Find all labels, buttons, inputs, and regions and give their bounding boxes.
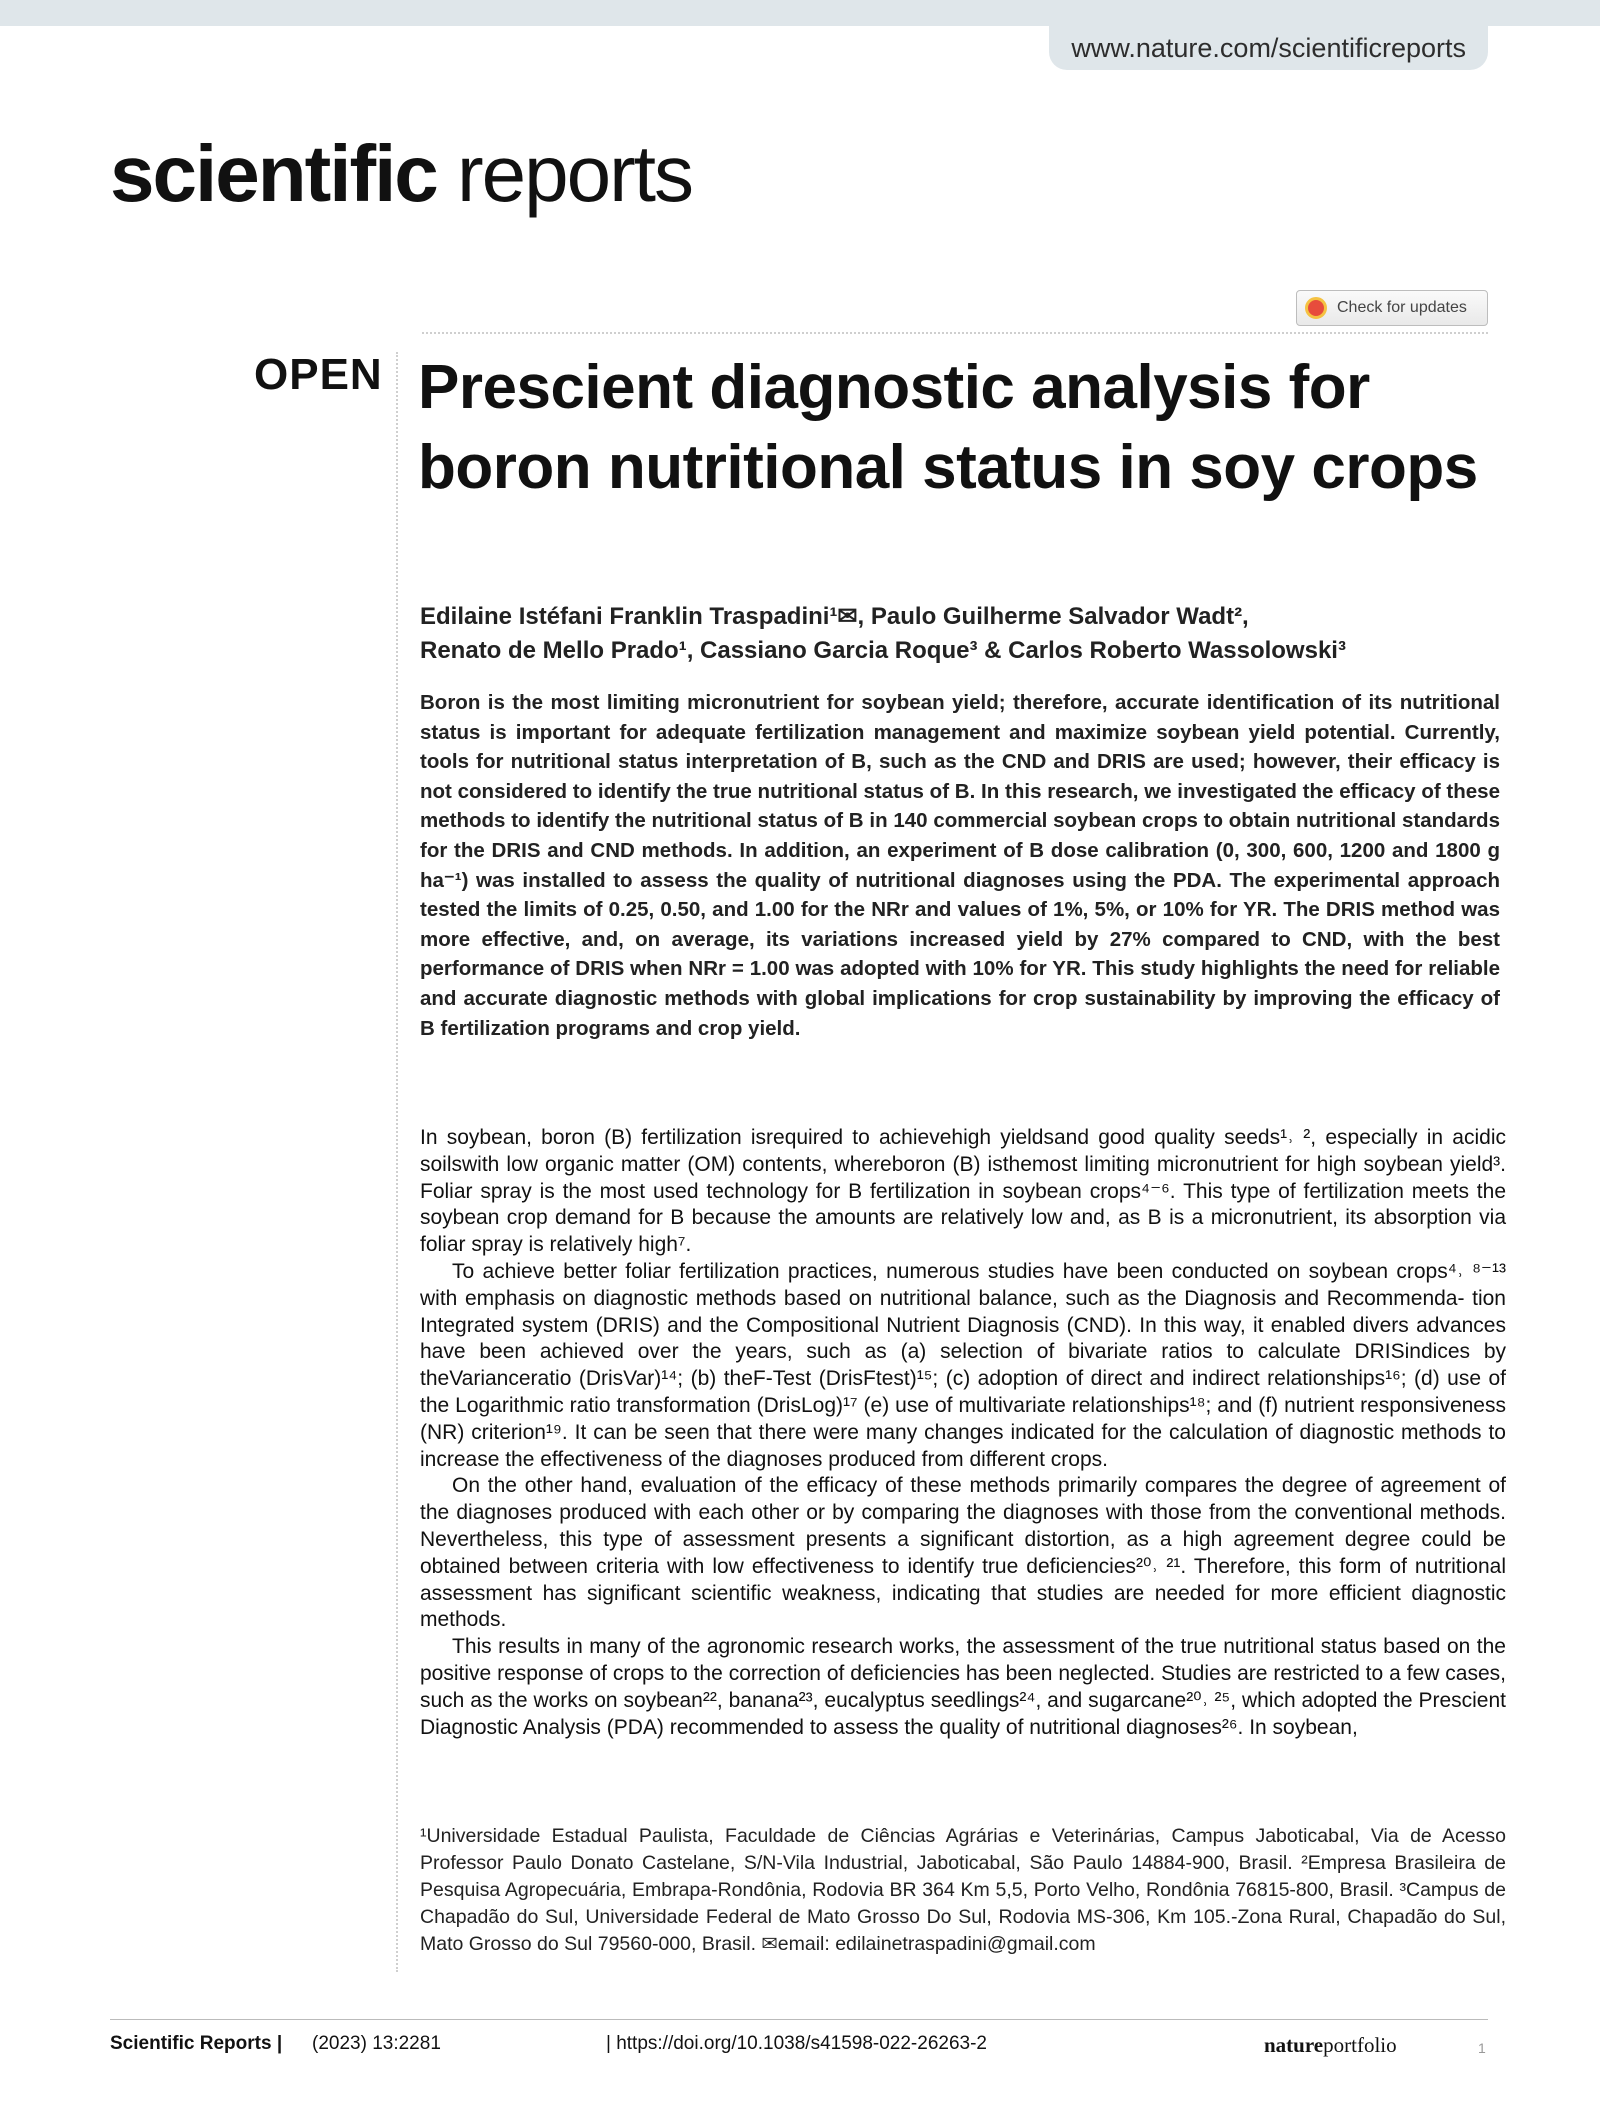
publisher-bold: nature <box>1264 2033 1324 2057</box>
brand-bold: scientific <box>110 129 437 218</box>
publisher-logo <box>1264 2033 1397 2058</box>
footer-doi-link[interactable]: | https://doi.org/10.1038/s41598-022-26263-2 <box>606 2033 987 2054</box>
authors-line-1: Edilaine Istéfani Franklin Traspadini¹✉, Paulo Guilherme Salvador Wadt², <box>420 603 1249 630</box>
paragraph: On the other hand, evaluation of the efficacy of these methods primarily compares the degree of agreement of the diagnoses produced with each other or by comparing the diagnoses with those from the conventional methods. Nevertheless, this type of assessment presents a significant distortion, as a high agreement degree could be obtained between criteria with low effectiveness to identify true deficiencies²⁰˒ ²¹. Therefore, this form of nutritional assessment has significant scientific weakness, indicating that studies are needed for more efficient diagnostic methods. <box>420 1474 1506 1632</box>
top-band <box>0 0 1600 26</box>
open-access-label: OPEN <box>254 350 383 399</box>
authors-line-2: Renato de Mello Prado¹, Cassiano Garcia Roque³ & Carlos Roberto Wassolowski³ <box>420 637 1346 664</box>
abstract: Boron is the most limiting micronutrient for soybean yield; therefore, accurate identification of its nutritional status is important for adequate fertilization management and maximize soybean yield potential. Currently, tools for nutritional status interpretation of B, such as the CND and DRIS are used; however, their efficacy is not considered to identify the true nutritional status of B. In this research, we investigated the efficacy of these methods to identify the nutritional status of B in 140 commercial soybean crops to obtain nutritional standards for the DRIS and CND methods. In addition, an experiment of B dose calibration (0, 300, 600, 1200 and 1800 g ha⁻¹) was installed to assess the quality of nutritional diagnoses using the PDA. The experimental approach tested the limits of 0.25, 0.50, and 1.00 for the NRr and values of 1%, 5%, or 10% for YR. The DRIS method was more effective, and, on average, its variations increased yield by 27% compared to CND, with the best performance of DRIS when NRr = 1.00 was adopted with 10% for YR. This study highlights the need for reliable and accurate diagnostic methods with global implications for crop sustainability by improving the efficacy of B fertilization programs and crop yield. <box>420 691 1500 1040</box>
column-divider <box>396 352 398 1972</box>
paragraph: In soybean, boron (B) fertilization isrequired to achievehigh yieldsand good quality seeds¹˒ ², especially in acidic soilswith low organic matter (OM) contents, whereboron (B) isthemost limiting micronutrient for high soybean yield³. Foliar spray is the most used technology for B fertilization in soybean crops⁴⁻⁶. This type of fertilization meets the soybean crop demand for B because the amounts are relatively low and, as B is a micronutrient, its absorption via foliar spray is relatively high⁷. <box>420 1126 1506 1257</box>
footer-journal: Scientific Reports | <box>110 2033 283 2054</box>
publisher-light: portfolio <box>1323 2033 1397 2057</box>
check-updates-button[interactable] <box>1296 290 1488 326</box>
footer-volume: (2023) 13:2281 <box>312 2033 441 2054</box>
author-list <box>420 600 1500 668</box>
page-number: 1 <box>1478 2040 1486 2056</box>
brand-light: reports <box>457 129 693 218</box>
crossmark-icon <box>1305 297 1327 319</box>
paragraph: To achieve better foliar fertilization practices, numerous studies have been conducted on soybean crops⁴˒ ⁸⁻¹³ with emphasis on diagnostic methods based on nutritional balance, such as the Diagnosis and Recommenda- tion Integrated system (DRIS) and the Compositional Nutrient Diagnosis (CND). In this way, it enabled divers advances have been achieved over the years, such as (a) selection of bivariate ratios to calculate DRISindices by theVarianceratio (DrisVar)¹⁴; (b) theF-Test (DrisFtest)¹⁵; (c) adoption of direct and indirect relationships¹⁶; (d) use of the Logarithmic ratio transformation (DrisLog)¹⁷ (e) use of multivariate relationships¹⁸; and (f) nutrient responsiveness (NR) criterion¹⁹. It can be seen that there were many changes indicated for the calculation of diagnostic methods to increase the effectiveness of the diagnoses produced from different crops. <box>420 1259 1506 1471</box>
paragraph: This results in many of the agronomic research works, the assessment of the true nutritional status based on the positive response of crops to the correction of deficiencies has been neglected. Studies are restricted to a few cases, such as the works on soybean²², banana²³, eucalyptus seedlings²⁴, and sugarcane²⁰˒ ²⁵, which adopted the Prescient Diagnostic Analysis (PDA) recommended to assess the quality of nutritional diagnoses²⁶. In soybean, <box>420 1635 1506 1739</box>
article-title: Prescient diagnostic analysis for boron nutritional status in soy crops <box>418 353 1478 502</box>
title-divider <box>422 332 1488 334</box>
main-text <box>420 1125 1506 1741</box>
journal-url[interactable]: www.nature.com/scientificreports <box>1049 26 1488 70</box>
affiliations: ¹Universidade Estadual Paulista, Faculdade de Ciências Agrárias e Veterinárias, Campus Jaboticabal, Via de Acesso Professor Paulo Donato Castelane, S/N-Vila Industrial, Jaboticabal, São Paulo 14884-900, Brasil. ²Empresa Brasileira de Pesquisa Agropecuária, Embrapa-Rondônia, Rodovia BR 364 Km 5,5, Porto Velho, Rondônia 76815-800, Brasil. ³Campus de Chapadão do Sul, Universidade Federal de Mato Grosso Do Sul, Rodovia MS-306, Km 105.-Zona Rural, Chapadão do Sul, Mato Grosso do Sul 79560-000, Brasil. ✉email: edilainetraspadini@gmail.com <box>420 1825 1506 1955</box>
check-updates-label: Check for updates <box>1337 299 1467 316</box>
footer-rule <box>110 2019 1488 2020</box>
journal-logo[interactable] <box>110 128 692 220</box>
